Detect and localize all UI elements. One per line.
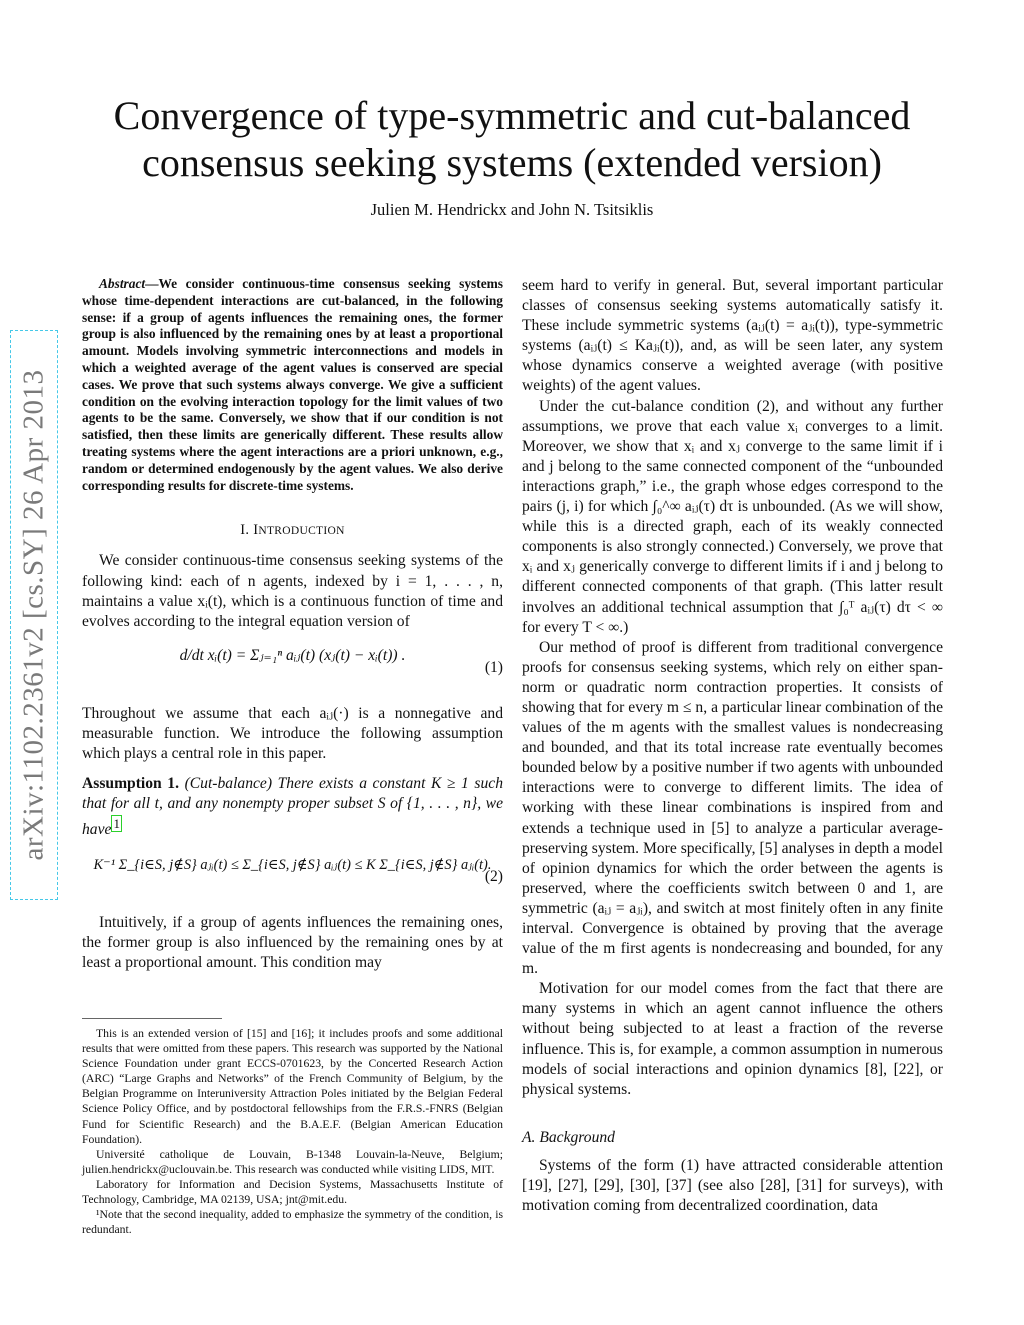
equation-1-number: (1) [484, 658, 503, 676]
assumption-label: Assumption 1. [82, 775, 179, 793]
assumption-1 [82, 774, 503, 840]
footnote-ref-1[interactable]: 1 [113, 816, 120, 832]
abstract-text: —We consider continuous-time consensus seeking systems whose time-dependent interactions are cut-balanced, in the following sense: if a group of agents influences the remaining ones, the former group is also influenced by the remaining ones by at least a proportional amount. Models involving symmetric interconnections and models in which a weighted average of the agent values is conserved are special cases. We prove that such systems always converge. We give a sufficient condition on the evolving interaction topology for the limit values of two agents to be the same. Conversely, we show that if our condition is not satisfied, then these limits are generically different. These results allow treating systems where the agent interactions are a priori unknown, e.g., random or determined endogenously by the agent values. We also derive corresponding results for discrete-time systems. [82, 276, 503, 493]
footnote-affiliation-1: Université catholique de Louvain, B-1348 Louvain-la-Neuve, Belgium; julien.hendrickx@uclouvain.be. This research was conducted while visiting LIDS, MIT. [82, 1147, 503, 1176]
footnote-1: ¹Note that the second inequality, added to emphasize the symmetry of the condition, is redundant. [82, 1208, 503, 1237]
assumption-text: (Cut-balance) There exists a constant K ≥ 1 such that for all t, and any nonempty proper subset S of {1, . . . , n}, we have [82, 775, 503, 839]
equation-1 [82, 638, 503, 698]
equation-2-number: (2) [484, 867, 503, 885]
subsection-heading-background: A. Background [522, 1128, 615, 1146]
paper-title [0, 92, 1024, 186]
footnotes [82, 1026, 503, 1237]
right-paragraph-4: Motivation for our model comes from the fact that there are many systems in which an agent cannot influence the others without being subjected to at least a fraction of the reverse influence. This is, for example, a common assumption in numerous models of social interactions and opinion dynamics [8], [22], or physical systems. [522, 980, 943, 1098]
equation-2 [82, 847, 503, 907]
title-line-1: Convergence of type-symmetric and cut-balanced [113, 93, 911, 138]
footnote-affiliation-2: Laboratory for Information and Decision Systems, Massachusetts Institute of Technology, Cambridge, MA 02139, USA; jnt@mit.edu. [82, 1177, 503, 1207]
footnote-funding: This is an extended version of [15] and [16]; it includes proofs and some additional results that were omitted from these papers. This research was supported by the National Science Foundation under grant ECCS-0701623, by the Concerted Research Action (ARC) “Large Graphs and Networks” of the French Community of Belgium, by the Belgian Programme on Interuniversity Attraction Poles initiated by the Belgian Federal Science Policy Office, and by postdoctoral fellowships from the F.R.S.-FNRS (Belgian Fund for Scientific Research) and the B.A.E.F. (Belgian American Education Foundation). [82, 1027, 503, 1146]
footnote-rule [82, 1018, 222, 1019]
right-paragraph-3: Our method of proof is different from traditional convergence proofs for consensus seeking systems, which rely on either span-norm or quadratic norm contraction properties. It consists of showing that for every m ≤ n, a particular linear combination of the values of the m agents with the smallest values is nondecreasing and bounded, and that its total increase rate eventually becomes bounded below by a positive number if two agents with unbounded interactions were to converge to different limits. The idea of working with these linear combinations is inspired from and extends a technique used in [5] to analyze a particular average-preserving system. More specifically, [5] analyses in depth a model of opinion dynamics for which the order between the agents is preserved, where the coefficients switch between 0 and 1, are symmetric (aᵢⱼ = aⱼᵢ), and switch at most finitely often in any finite interval. Convergence is obtained by proving that the average value of the m first agents is nondecreasing and bounded, for any m. [522, 638, 943, 978]
right-paragraph-1: seem hard to verify in general. But, several important particular classes of consensus seeking systems automatically satisfy it. These include symmetric systems (aᵢⱼ(t) = aⱼᵢ(t)), type-symmetric systems (aᵢⱼ(t) ≤ Kaⱼᵢ(t)), and, as will be seen later, any system whose dynamics conserve a weighted average (with positive weights) of the agent values. [522, 277, 943, 395]
equation-1-body: d/dt xᵢ(t) = Σⱼ₌₁ⁿ aᵢⱼ(t) (xⱼ(t) − xᵢ(t)) . [179, 646, 406, 664]
intro-paragraph-2: Throughout we assume that each aᵢⱼ(·) is a nonnegative and measurable function. We introduce the following assumption which plays a central role in this paper. [82, 704, 503, 763]
arxiv-stamp-text: arXiv:1102.2361v2 [cs.SY] 26 Apr 2013 [17, 369, 50, 861]
right-paragraph-5: Systems of the form (1) have attracted considerable attention [19], [27], [29], [30], [37] (see also [28], [31] for surveys), with motivation coming from decentralized coordination, data [522, 1156, 943, 1215]
right-column [522, 276, 943, 1216]
title-line-2: consensus seeking systems (extended version) [142, 140, 882, 185]
equation-2-body: K⁻¹ Σ_{i∈S, j∉S} aⱼᵢ(t) ≤ Σ_{i∈S, j∉S} aᵢⱼ(t) ≤ K Σ_{i∈S, j∉S} aⱼᵢ(t). [93, 856, 492, 873]
right-paragraph-2: Under the cut-balance condition (2), and without any further assumptions, we prove that each value xᵢ converges to a limit. Moreover, we show that xᵢ and xⱼ converge to the same limit if i and j belong to the same connected component of the “unbounded interactions graph,” i.e., the graph whose edges correspond to the pairs (j, i) for which ∫₀^∞ aᵢⱼ(τ) dτ is unbounded. (As we will show, while this is a directed graph, each of its weakly connected components is also strongly connected.) Conversely, we prove that xᵢ and xⱼ generically converge to different limits if i and j belong to different connected components of that graph. (This latter result involves an additional technical assumption that ∫₀ᵀ aᵢⱼ(τ) dτ < ∞ for every T < ∞.) [522, 397, 943, 636]
left-column [82, 276, 503, 973]
intro-paragraph-1: We consider continuous-time consensus seeking systems of the following kind: each of n agents, indexed by i = 1, . . . , n, maintains a value xᵢ(t), which is a continuous function of time and evolves according to the integral equation version of [82, 552, 503, 630]
section-title-rest: NTRODUCTION [258, 525, 345, 538]
abstract [82, 276, 503, 494]
section-numeral: I. I [240, 522, 259, 539]
abstract-label: Abstract [99, 276, 146, 291]
section-heading-introduction [82, 520, 503, 541]
authors: Julien M. Hendrickx and John N. Tsitsiklis [370, 200, 654, 219]
arxiv-stamp[interactable] [10, 330, 58, 900]
intro-paragraph-3: Intuitively, if a group of agents influences the remaining ones, the former group is also influenced by the remaining ones by at least a proportional amount. This condition may [82, 913, 503, 971]
